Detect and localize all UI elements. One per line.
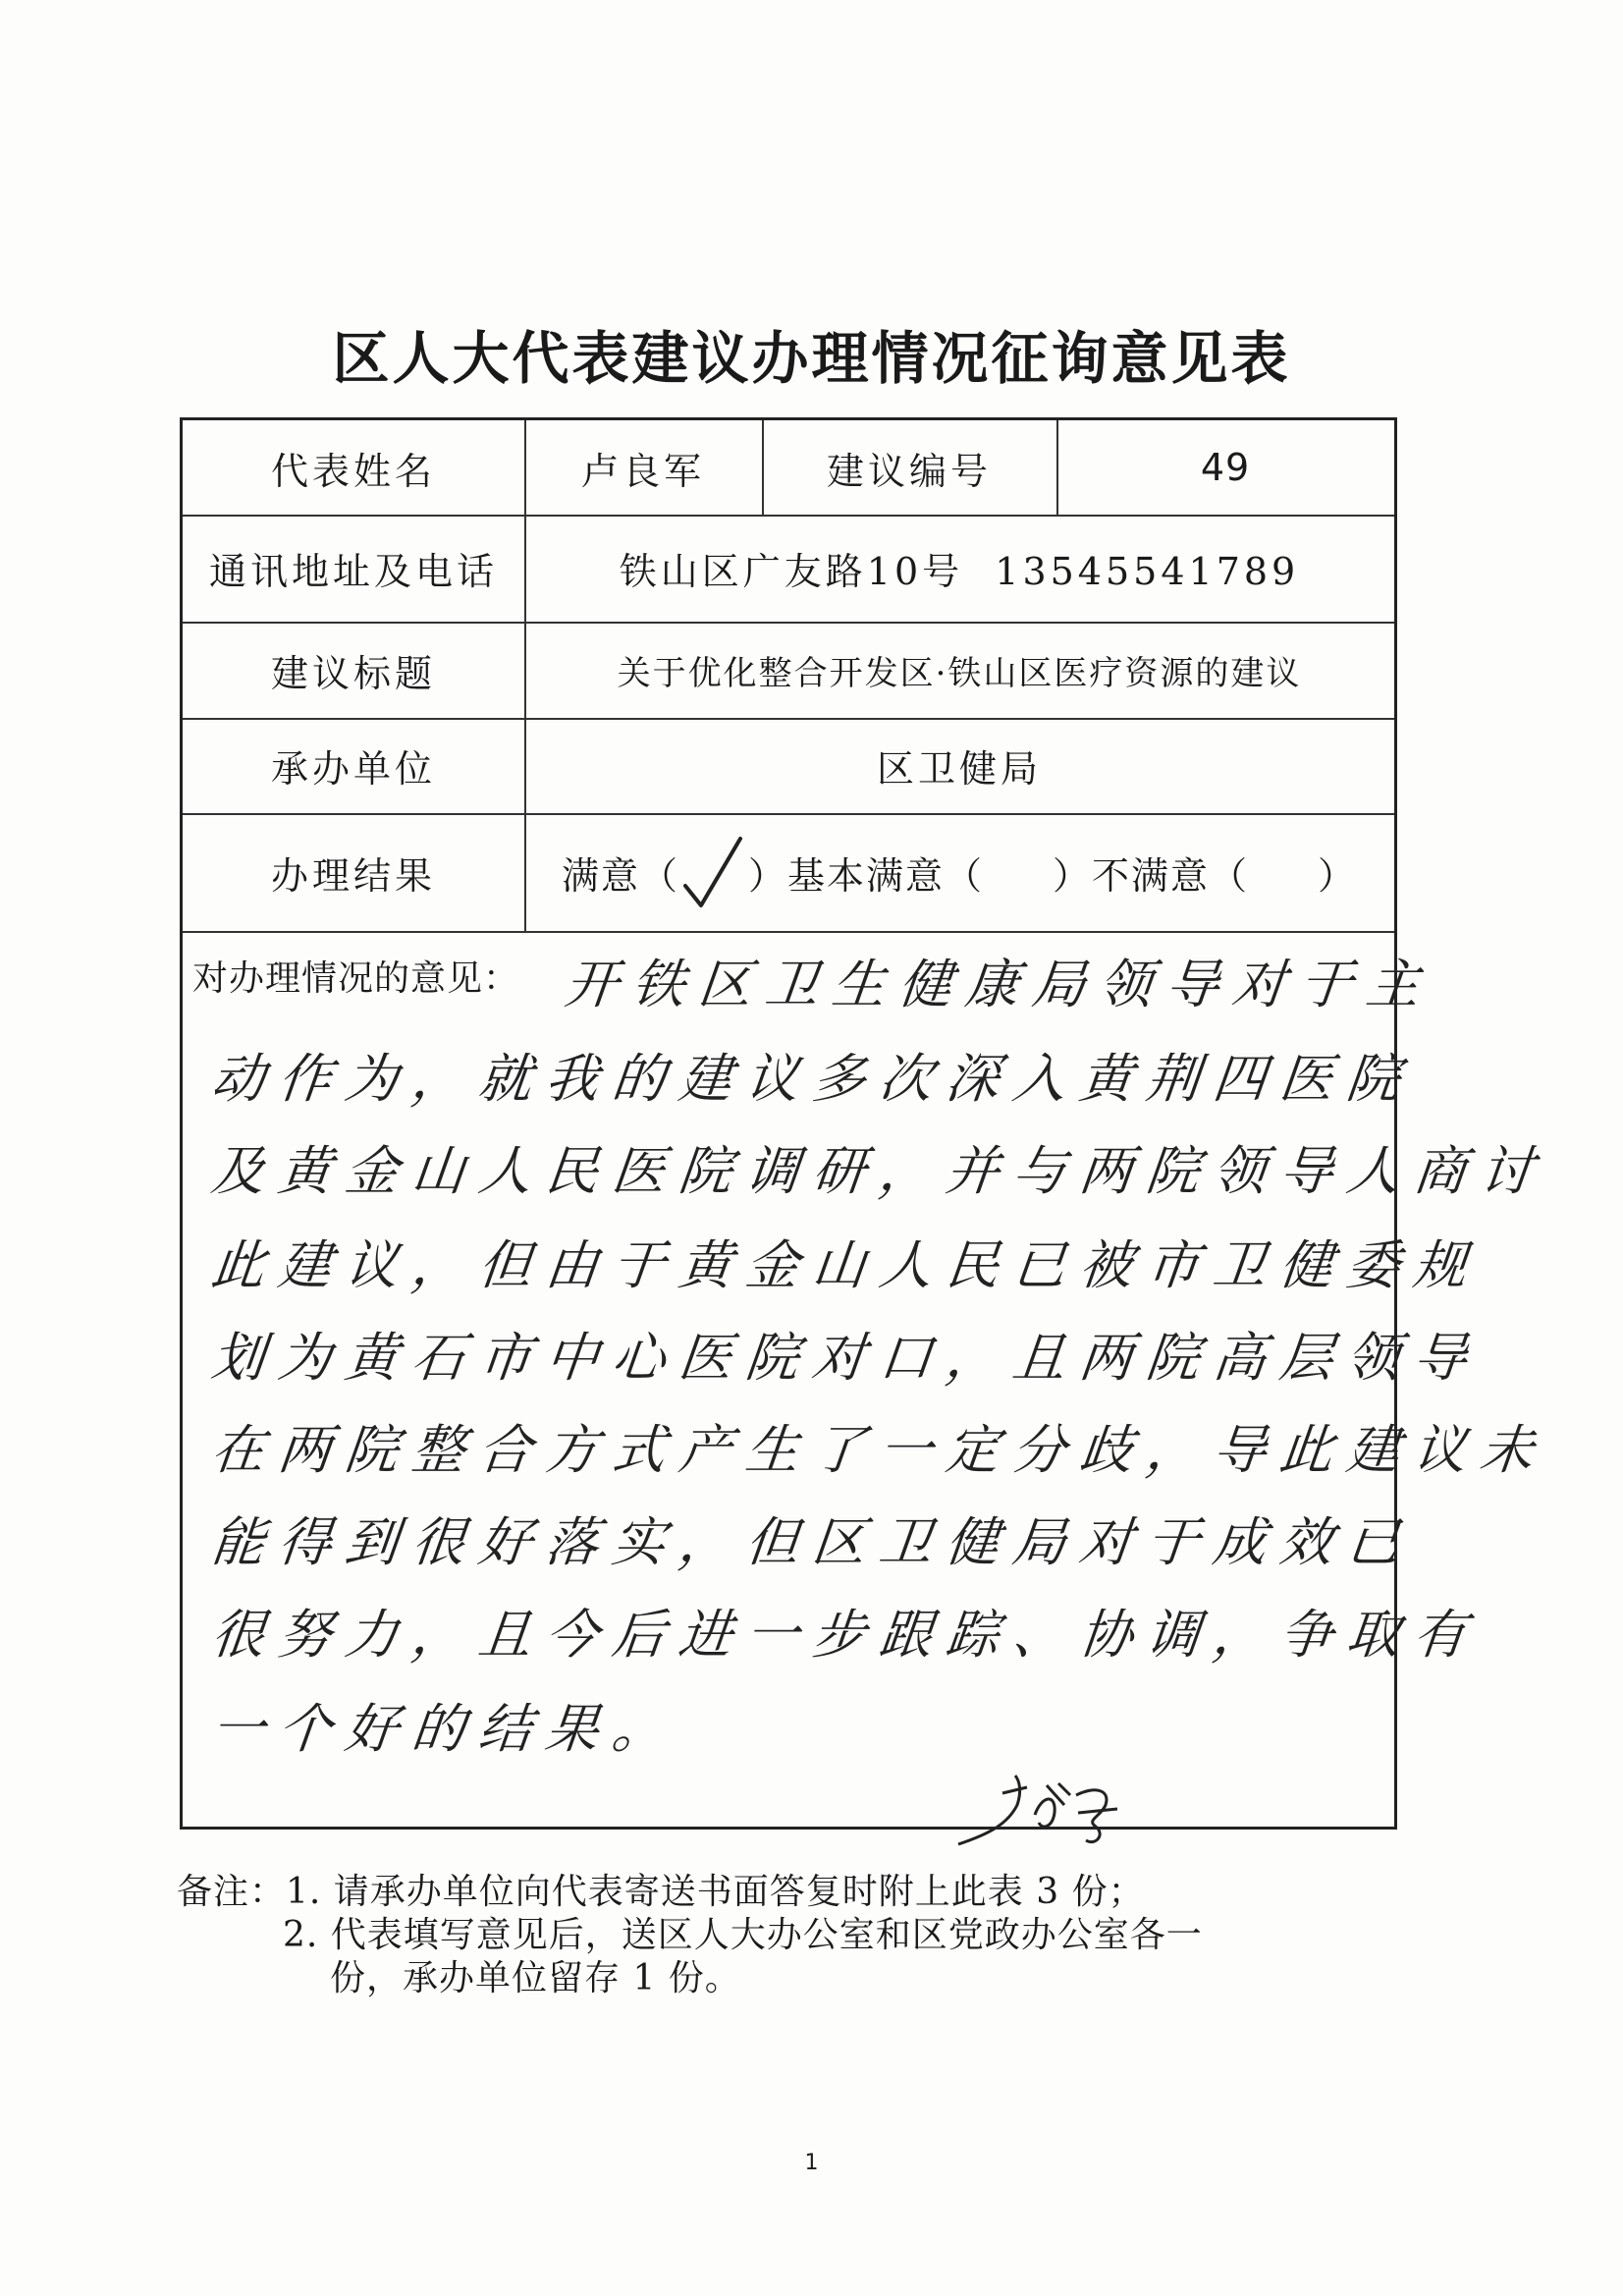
name-label: 代表姓名 [270,449,436,493]
option-basic: ）基本满意（ [747,853,984,898]
unit-label: 承办单位 [270,747,436,791]
opinion-line: 动作为，就我的建议多次深入黄荆四医院 [208,1048,1417,1110]
result-label: 办理结果 [270,853,436,898]
topic-value: 关于优化整合开发区·铁山区医疗资源的建议 [617,653,1302,693]
topic-label: 建议标题 [270,651,436,695]
name-value: 卢良军 [580,449,705,493]
option-satisfied: 满意（ [561,853,679,898]
opinion-line: 一个好的结果。 [208,1698,682,1760]
page-title: 区人大代表建议办理情况征询意见表 [332,325,1291,392]
unit-value: 区卫健局 [876,747,1042,791]
checkmark-icon [679,835,748,913]
opinion-label: 对办理情况的意见： [192,958,520,999]
page-number: 1 [804,2151,819,2175]
opinion-line: 此建议，但由于黄金山人民已被市卫健委规 [208,1234,1484,1296]
row-divider [183,931,1394,933]
opinion-line: 能得到很好落实，但区卫健局对于成效已 [208,1511,1417,1573]
address-value: 铁山区广友路10号 13545541789 [619,550,1300,593]
note-line-2: 2. 代表填写意见后，送区人大办公室和区党政办公室各一 [283,1915,1203,1955]
opinion-line: 开铁区卫生健康局领导对于主 [562,954,1436,1015]
opinion-line: 在两院整合方式产生了一定分歧，导此建议未 [208,1419,1550,1481]
handwritten-signature [948,1766,1145,1854]
number-value: 49 [1200,446,1251,489]
opinion-line: 及黄金山人民医院调研，并与两院领导人商讨 [208,1140,1550,1202]
result-options [524,813,1394,931]
number-label: 建议编号 [826,449,992,493]
opinion-line: 很努力，且今后进一步跟踪、协调，争取有 [208,1604,1484,1666]
note-line-1: 备注：1. 请承办单位向代表寄送书面答复时附上此表 3 份； [177,1872,1145,1912]
footnotes [177,1871,1203,2000]
address-label: 通讯地址及电话 [208,550,498,593]
option-close: ） [1318,853,1358,898]
opinion-line: 划为黄石市中心医院对口，且两院高层领导 [208,1327,1484,1389]
note-line-3: 份，承办单位留存 1 份。 [330,1958,741,1998]
opinion-form-table [180,417,1550,1830]
option-dissatisfied: ）不满意（ [1053,853,1250,898]
